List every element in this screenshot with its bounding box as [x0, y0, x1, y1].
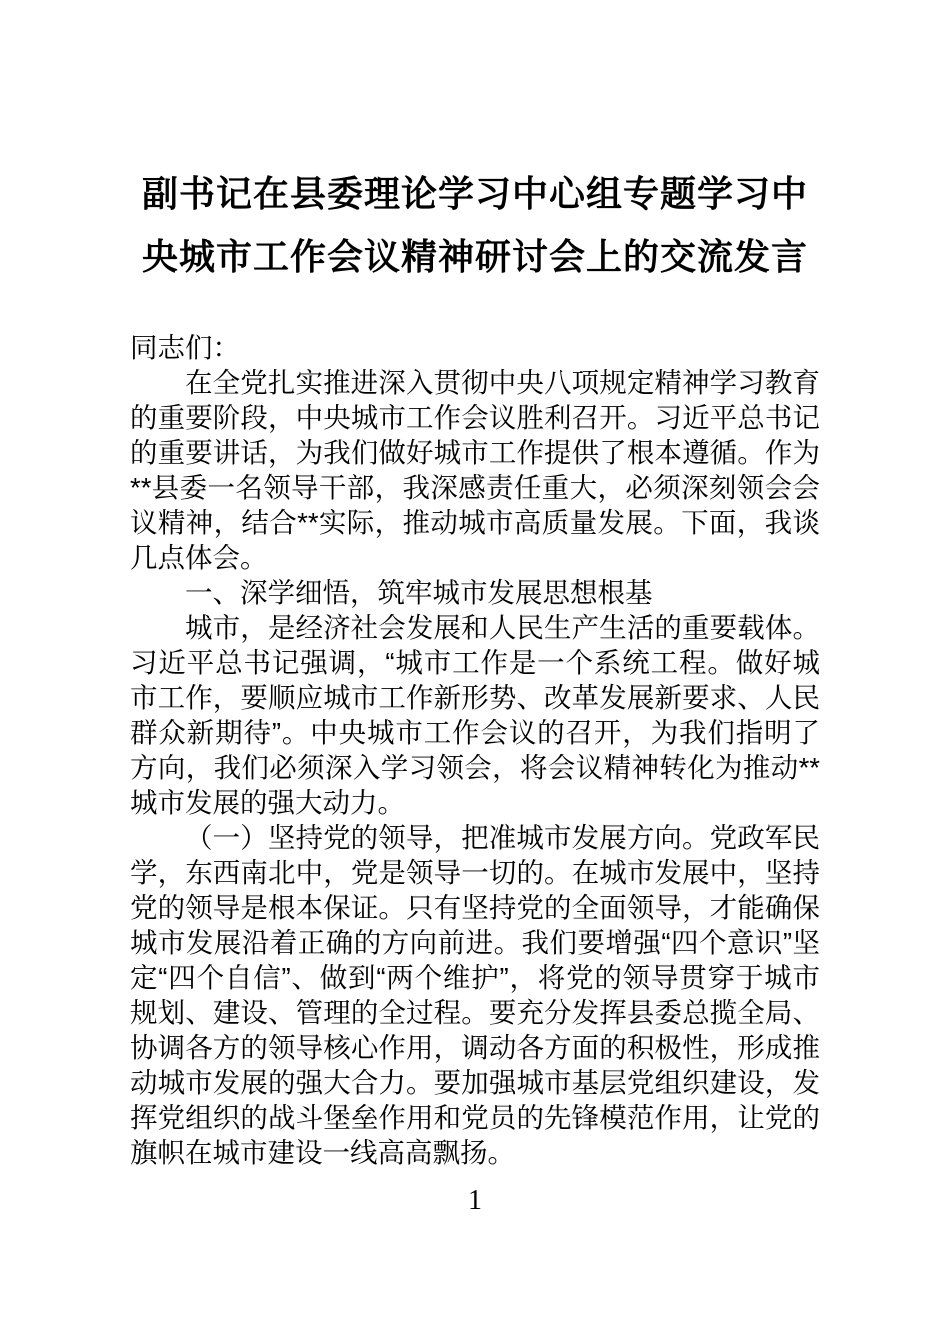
- section-heading-1: 一、深学细悟，筑牢城市发展思想根基: [185, 577, 653, 608]
- document-title-line-2: 央城市工作会议精神研讨会上的交流发言: [141, 236, 808, 277]
- paragraph-city-importance: 城市，是经济社会发展和人民生产生活的重要载体。习近平总书记强调，“城市工作是一个系统工程。做好城市工作，要顺应城市工作新形势、改革发展新要求、人民群众新期待”。中央城市工作会议的召开，为我们指明了方向，我们必须深入学习领会，将会议精神转化为推动**城市发展的强大动力。: [130, 612, 820, 818]
- page-number: 1: [468, 1185, 482, 1216]
- salutation: 同志们：: [130, 332, 240, 363]
- document-title: [130, 162, 820, 288]
- paragraph-opening: 在全党扎实推进深入贯彻中央八项规定精神学习教育的重要阶段，中央城市工作会议胜利召开。习近平总书记的重要讲话，为我们做好城市工作提供了根本遵循。作为**县委一名领导干部，我深感责任重大，必须深刻领会会议精神，结合**实际，推动城市高质量发展。下面，我谈几点体会。: [130, 367, 820, 573]
- document-title-line-1: 副书记在县委理论学习中心组专题学习中: [141, 173, 808, 214]
- paragraph-party-leadership: （一）坚持党的领导，把准城市发展方向。党政军民学，东西南北中，党是领导一切的。在城市发展中，坚持党的领导是根本保证。只有坚持党的全面领导，才能确保城市发展沿着正确的方向前进。我们要增强“四个意识”坚定“四个自信”、做到“两个维护”，将党的领导贯穿于城市规划、建设、管理的全过程。要充分发挥县委总揽全局、协调各方的领导核心作用，调动各方面的积极性，形成推动城市发展的强大合力。要加强城市基层党组织建设，发挥党组织的战斗堡垒作用和党员的先锋模范作用，让党的旗帜在城市建设一线高高飘扬。: [130, 822, 820, 1168]
